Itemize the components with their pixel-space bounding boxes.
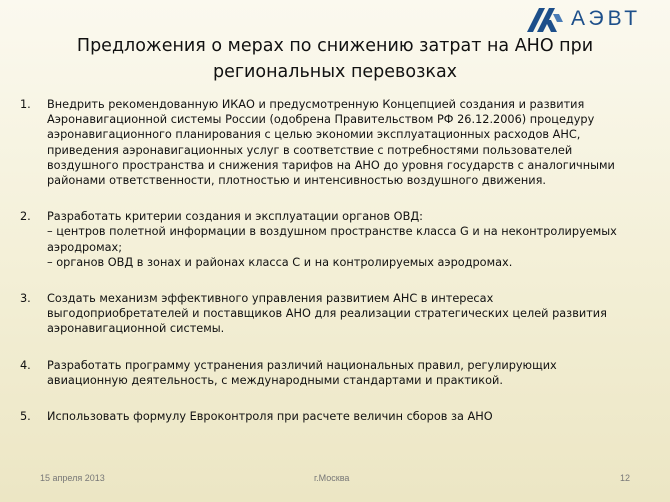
list-item-number: 2. xyxy=(20,210,31,224)
slide-title-line-1: Предложения о мерах по снижению затрат на АНО при xyxy=(76,36,594,56)
list-item-text: Внедрить рекомендованную ИКАО и предусмотренную Концепцией создания и развития xyxy=(47,98,585,111)
footer-city: г.Москва xyxy=(314,473,350,483)
footer-page-number: 12 xyxy=(620,473,631,483)
list-item xyxy=(20,291,640,337)
list-item xyxy=(20,409,640,424)
list-item-text: Создать механизм эффективного управления развитием АНС в интересах xyxy=(47,292,494,306)
list-item-text: – центров полетной информации в воздушном пространстве класса G и на неконтролируемых xyxy=(47,225,617,239)
slide-title-line-2: региональных перевозках xyxy=(212,62,458,82)
list-item-number: 3. xyxy=(20,292,31,306)
list-item xyxy=(20,358,640,388)
list-item xyxy=(20,209,640,270)
list-item-number: 5. xyxy=(20,410,31,424)
logo xyxy=(527,4,667,34)
list-item-text: аэродромах; xyxy=(47,240,123,254)
list-item-text: Разработать программу устранения различий национальных правил, регулирующих xyxy=(47,358,557,372)
list-item-text: Аэронавигационной системы России (одобрена Правительством РФ 26.12.2006) процедуру xyxy=(47,113,595,127)
list-item-text: воздушного пространства и снижения тарифов на АНО до уровня государств с аналогичными xyxy=(47,158,615,172)
list-item-text: авиационную деятельность, с международными стандартами и практикой. xyxy=(47,373,503,387)
list-item-text: – органов ОВД в зонах и районах класса С и на контролируемых аэродромах. xyxy=(47,255,513,269)
list-item-text: выгодоприобретателей и поставщиков АНО для реализации стратегических целей развития xyxy=(47,307,607,321)
list-item xyxy=(20,97,640,188)
list-item-text: районами ответственности, плотностью и интенсивностью воздушного движения. xyxy=(47,174,546,188)
list-item-text: аэронавигационного планирования с целью экономии эксплуатационных расходов АНС, xyxy=(47,128,581,142)
list-item-text: приведения аэронавигационных услуг в соответствие с потребностями пользователей xyxy=(47,143,573,157)
logo-text: АЭВТ xyxy=(571,7,642,30)
proposals-list xyxy=(20,97,640,424)
list-item-text: Использовать формулу Евроконтроля при расчете величин сборов за АНО xyxy=(47,410,493,424)
aevt-logo-mark-icon xyxy=(527,4,563,34)
list-item-number: 4. xyxy=(20,358,31,372)
footer-date: 15 апреля 2013 xyxy=(40,473,105,483)
list-item-text: Разработать критерии создания и эксплуатации органов ОВД: xyxy=(47,210,423,224)
slide-title xyxy=(40,33,630,85)
list-item-text: аэронавигационной системы. xyxy=(47,322,225,336)
list-item-number: 1. xyxy=(20,98,31,111)
